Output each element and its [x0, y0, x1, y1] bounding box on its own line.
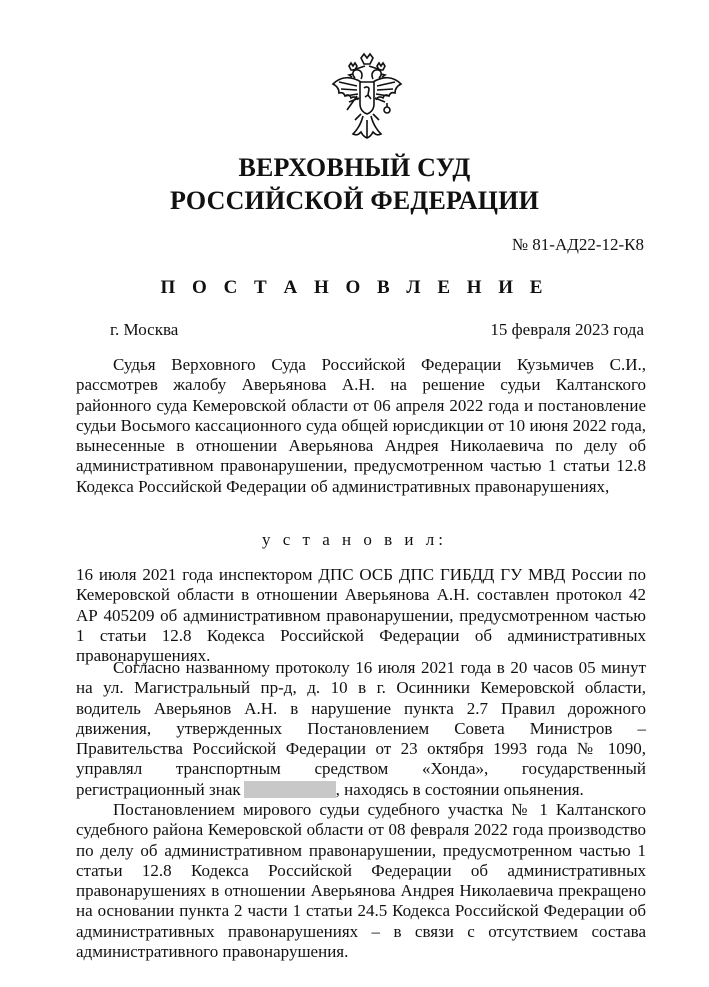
case-number: № 81-АД22-12-К8: [511, 235, 644, 254]
court-name-line2: РОССИЙСКОЙ ФЕДЕРАЦИИ: [169, 186, 540, 215]
paragraph-violation: [76, 658, 646, 800]
paragraph-violation-text: Согласно названному протоколу 16 июля 2021 года в 20 часов 05 минут на ул. Магистральный пр-д, д. 10 в г. Осинники Кемеровской области, водитель Аверьянов А.Н. в нарушение пункта 2.7 Правил дорожного движения, утвержденных Постановлением Совета Министров – Правительства Российской Федерации от 23 октября 1993 года № 1090, управлял транспортным средством «Хонда», государственный регистрационный знак: [76, 658, 646, 799]
court-name-line1: ВЕРХОВНЫЙ СУД: [238, 153, 471, 182]
paragraph-ruling: Постановлением мирового судьи судебного участка № 1 Калтанского судебного района Кемеровской области от 08 февраля 2022 года производство по делу об административном правонарушении, предусмотренном частью 1 статьи 12.8 Кодекса Российской Федерации об административных правонарушениях в отношении Аверьянова Андрея Николаевича прекращено на основании пункта 2 части 1 статьи 24.5 Кодекса Российской Федерации об административных правонарушениях – в связи с отсутствием состава административного правонарушения.: [76, 800, 646, 962]
redacted-plate: [244, 781, 336, 798]
paragraph-intro: Судья Верховного Суда Российской Федерации Кузьмичев С.И., рассмотрев жалобу Аверьянова А.Н. на решение судьи Калтанского районного суда Кемеровской области от 06 апреля 2022 года и постановление судьи Восьмого кассационного суда общей юрисдикции от 10 июня 2022 года, вынесенные в отношении Аверьянова Андрея Николаевича по делу об административном правонарушении, предусмотренном частью 1 статьи 12.8 Кодекса Российской Федерации об административных правонарушениях,: [76, 355, 646, 496]
city: г. Москва: [110, 320, 179, 339]
russian-coat-of-arms-icon: [327, 52, 407, 148]
document-date: 15 февраля 2023 года: [490, 320, 644, 339]
paragraph-violation-end: , находясь в состоянии опьянения.: [335, 779, 584, 799]
document-title: П О С Т А Н О В Л Е Н И Е: [160, 277, 549, 298]
established-heading: у с т а н о в и л:: [262, 530, 447, 549]
paragraph-protocol: 16 июля 2021 года инспектором ДПС ОСБ ДПС ГИБДД ГУ МВД России по Кемеровской области в отношении Аверьянова А.Н. составлен протокол 42 АР 405209 об административном правонарушении, предусмотренном частью 1 статьи 12.8 Кодекса Российской Федерации об административных правонарушениях.: [76, 565, 646, 666]
